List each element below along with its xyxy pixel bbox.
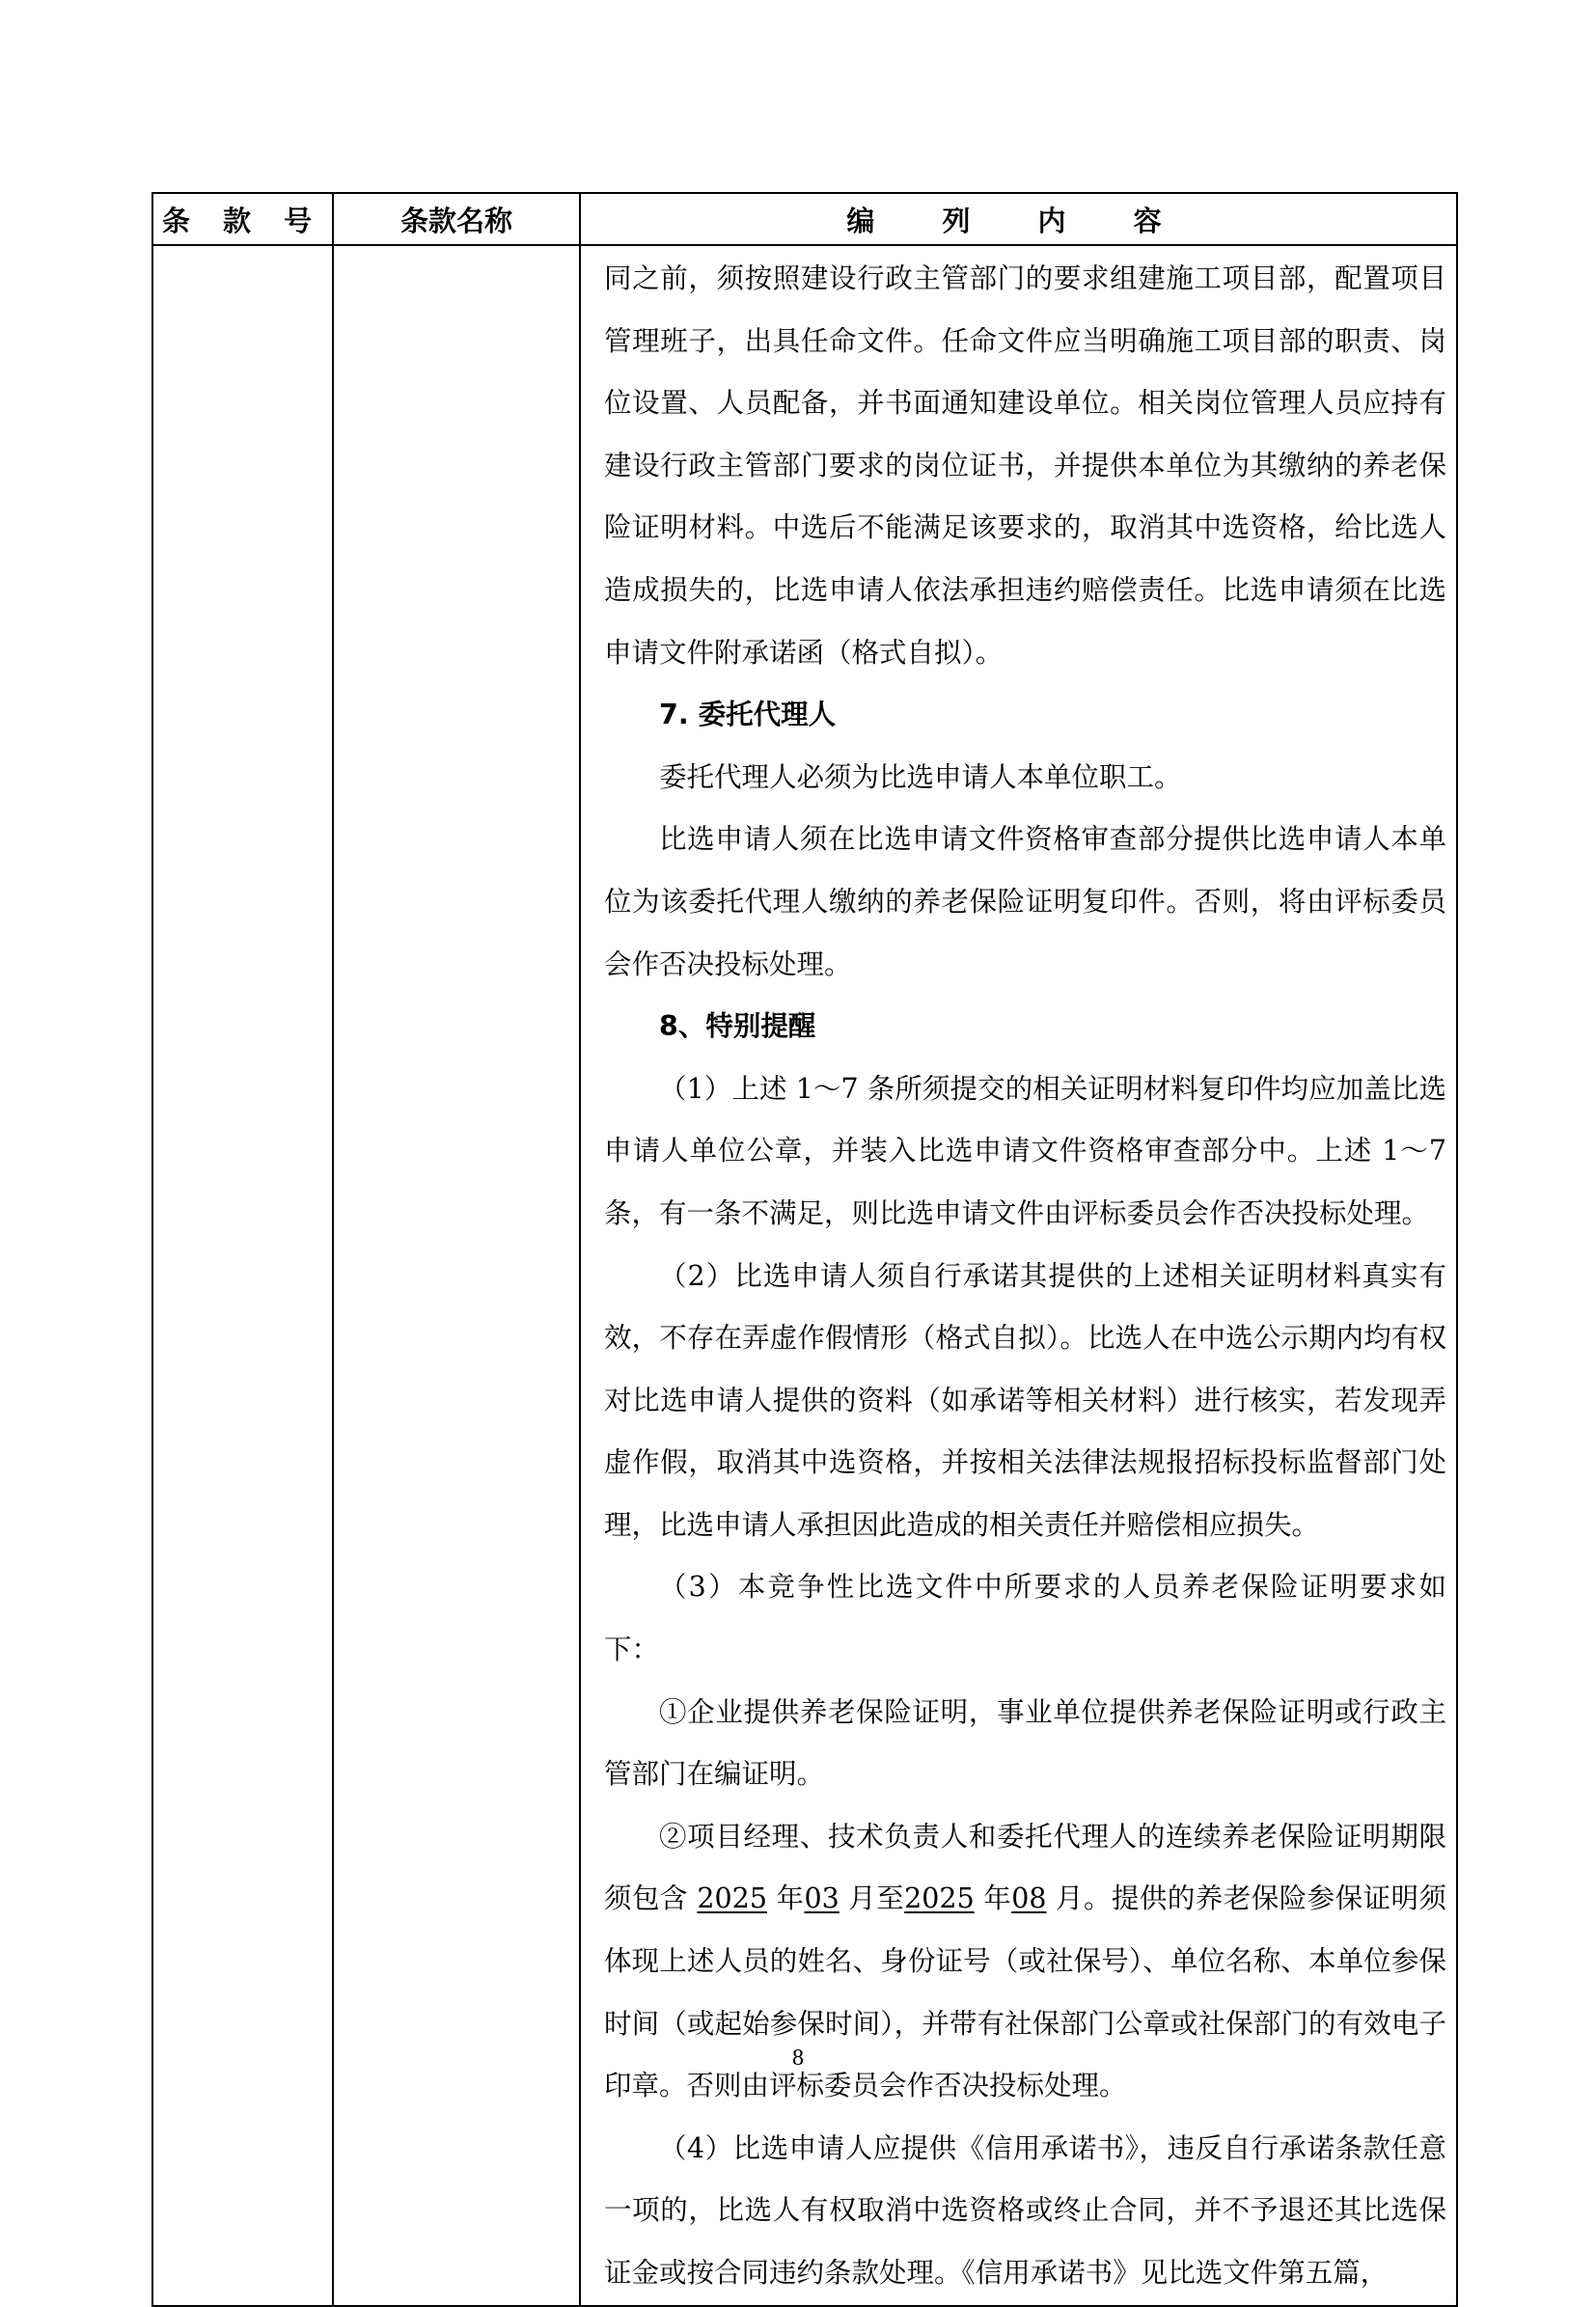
header-content: 编 列 内 容 [580, 193, 1457, 245]
paragraph-7b: 比选申请人须在比选申请文件资格审查部分提供比选申请人本单位为该委托代理人缴纳的养老保险证明复印件。否则，将由评标委员会作否决投标处理。 [604, 823, 1446, 980]
paragraph-7a: 委托代理人必须为比选申请人本单位职工。 [659, 760, 1182, 793]
paragraph-continuation: 同之前，须按照建设行政主管部门的要求组建施工项目部，配置项目管理班子，出具任命文件。任命文件应当明确施工项目部的职责、岗位设置、人员配备，并书面通知建设单位。相关岗位管理人员应持有建设行政主管部门要求的岗位证书，并提供本单位为其缴纳的养老保险证明材料。中选后不能满足该要求的，取消其中选资格，给比选人造成损失的，比选申请人依法承担违约赔偿责任。比选申请须在比选申请文件附承诺函（格式自拟）。 [604, 262, 1446, 669]
table-row [152, 245, 1457, 2306]
paragraph-8-3: （3）本竞争性比选文件中所要求的人员养老保险证明要求如下： [604, 1571, 1446, 1666]
period-text-pre: ②项目经理、技术负责人和委托代理人的连续养老保险证明期限须包含 [604, 1820, 1446, 1915]
section-7-heading: 7. 委托代理人 [659, 699, 837, 731]
content-body [581, 246, 1456, 2305]
year-to: 2025 [904, 1882, 975, 1915]
paragraph-8-4: （4）比选申请人应提供《信用承诺书》，违反自行承诺条款任意一项的，比选人有权取消中选资格或终止合同，并不予退还其比选保证金或按合同违约条款处理。《信用承诺书》见比选文件第五篇， [604, 2131, 1446, 2289]
month-from: 03 [804, 1882, 839, 1915]
month-to: 08 [1011, 1882, 1047, 1915]
label-year-2: 年 [983, 1882, 1012, 1915]
paragraph-8-2: （2）比选申请人须自行承诺其提供的上述相关证明材料真实有效，不存在弄虚作假情形（格式自拟）。比选人在中选公示期内均有权对比选申请人提供的资料（如承诺等相关材料）进行核实，若发现弄虚作假，取消其中选资格，并按相关法律法规报招标投标监督部门处理，比选申请人承担因此造成的相关责任并赔偿相应损失。 [604, 1259, 1446, 1541]
page-number: 8 [792, 2046, 804, 2071]
content-cell [580, 245, 1457, 2306]
paragraph-8-3a: ①企业提供养老保险证明，事业单位提供养老保险证明或行政主管部门在编证明。 [604, 1695, 1446, 1791]
period-text-post: 。提供的养老保险参保证明须体现上述人员的姓名、身份证号（或社保号）、单位名称、本单位参保时间（或起始参保时间），并带有社保部门公章或社保部门的有效电子印章。否则由评标委员会作否决投标处理。 [604, 1882, 1446, 2102]
label-month: 月 [1056, 1882, 1084, 1915]
paragraph-8-1: （1）上述 1～7 条所须提交的相关证明材料复印件均应加盖比选申请人单位公章，并装入比选申请文件资格审查部分中。上述 1～7 条，有一条不满足，则比选申请文件由评标委员会作否决投标处理。 [604, 1072, 1446, 1229]
label-year-1: 年 [776, 1882, 805, 1915]
clause-table [151, 192, 1458, 2307]
clause-no-cell [152, 245, 333, 2306]
section-8-heading: 8、特别提醒 [659, 1010, 816, 1043]
clause-name-cell [333, 245, 580, 2306]
year-from: 2025 [697, 1882, 767, 1915]
table-header-row [152, 193, 1457, 245]
label-month-to: 月至 [848, 1882, 905, 1915]
header-clause-no: 条 款 号 [152, 193, 333, 245]
header-clause-name: 条款名称 [333, 193, 580, 245]
